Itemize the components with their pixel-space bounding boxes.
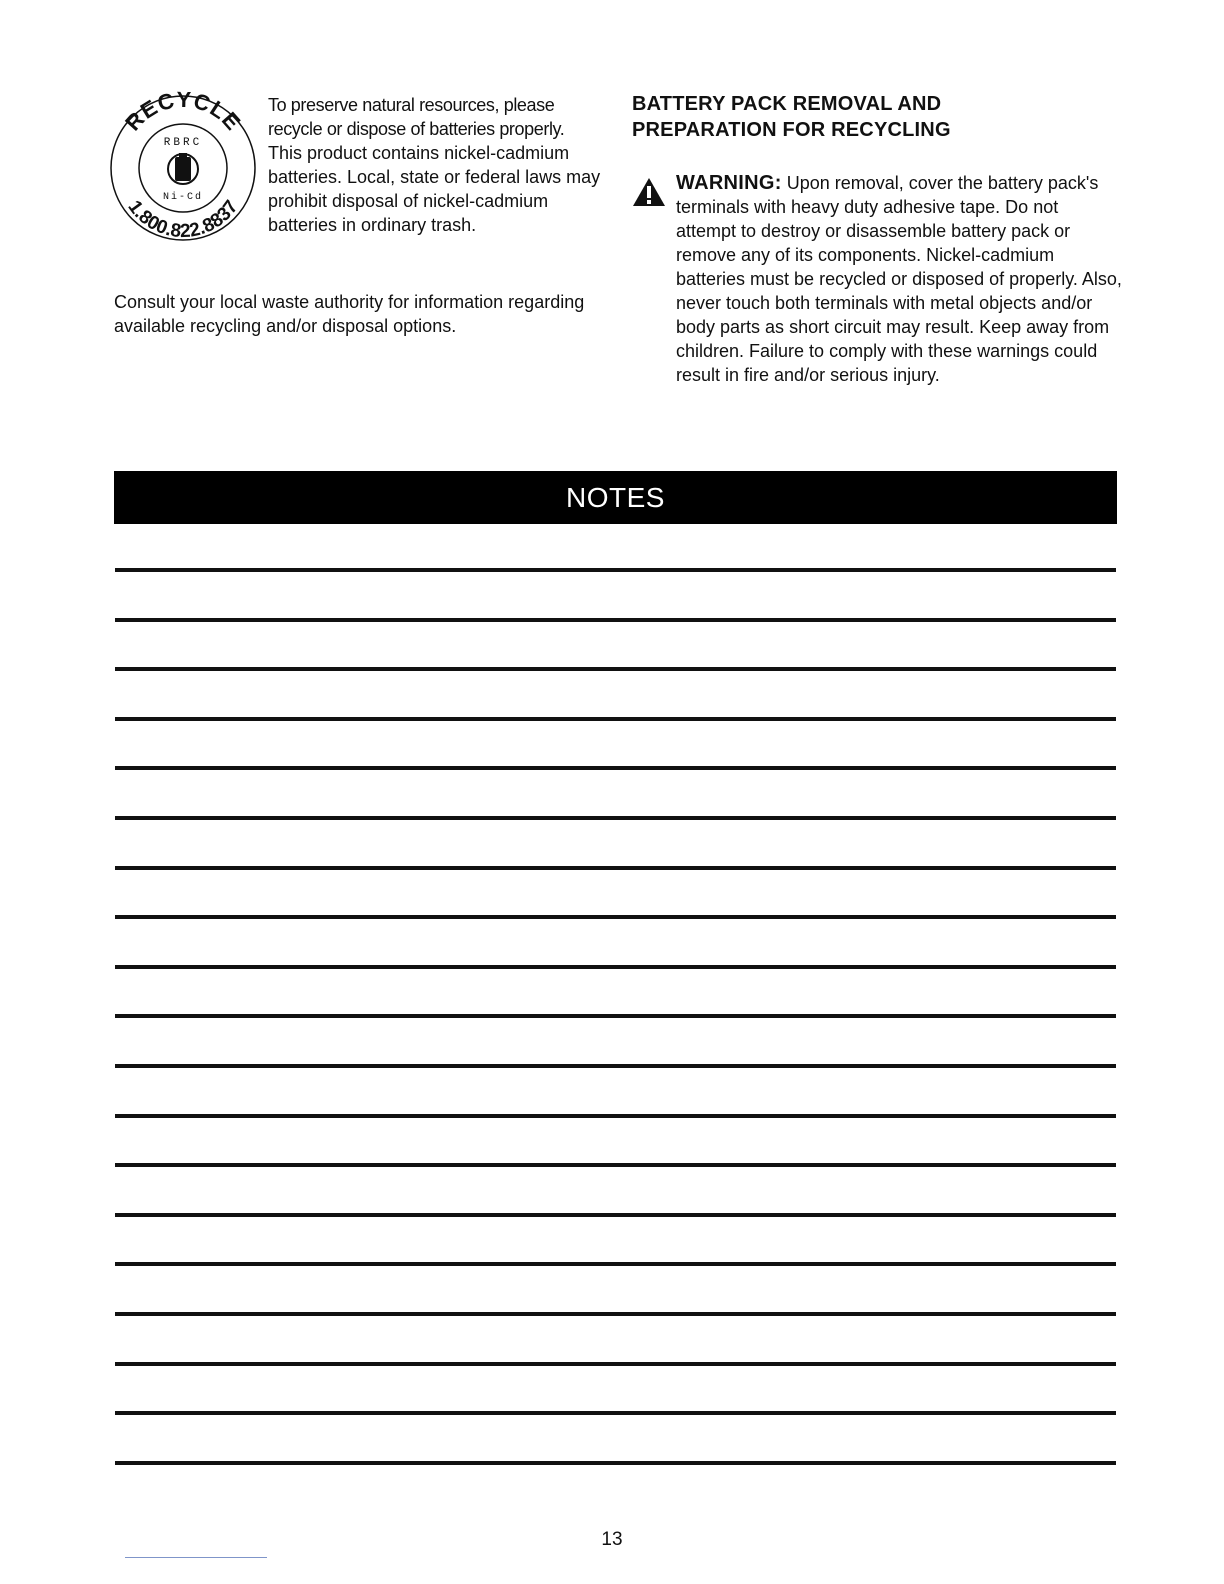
note-line (115, 915, 1116, 919)
note-line (115, 1213, 1116, 1217)
warning-block (632, 171, 1122, 387)
section-heading-line-2: PREPARATION FOR RECYCLING (632, 119, 951, 141)
note-line (115, 1163, 1116, 1167)
battery-removal-section (632, 91, 1122, 387)
seal-phone-text: 1.800.822.8837 (123, 196, 243, 243)
note-line (115, 816, 1116, 820)
nicad-laws-text: This product contains nickel-cadmium batteries. Local, state or federal laws may prohibit disposal of nickel-cadmium batteries in ordinary trash. (268, 143, 601, 235)
consult-waste-authority-text: Consult your local waste authority for information regarding available recycling and/or disposal options. (114, 292, 585, 336)
note-line (115, 1411, 1116, 1415)
note-line (115, 717, 1116, 721)
note-line (115, 1114, 1116, 1118)
note-line (115, 1064, 1116, 1068)
note-line (115, 1262, 1116, 1266)
warning-label: WARNING: (676, 172, 782, 194)
note-line (115, 1312, 1116, 1316)
page-number: 13 (601, 1529, 623, 1550)
note-line (115, 1461, 1116, 1465)
note-line (115, 568, 1116, 572)
seal-chemistry-text: Ni-Cd (162, 192, 204, 203)
preserve-resources-text: To preserve natural resources, please recycle or dispose of batteries properly. (268, 95, 565, 139)
note-line (115, 618, 1116, 622)
notes-header: NOTES (114, 471, 1117, 524)
seal-org-text: RBRC (163, 137, 203, 149)
warning-text: Upon removal, cover the battery pack's terminals with heavy duty adhesive tape. Do not attempt to destroy or disassemble battery pack or remove any of its components. Nickel-cadmium batteries must be recycled or disposed of properly. Also, never touch both terminals with metal objects and/or body parts as short circuit may result. Keep away from children. Failure to comply with these warnings could result in fire and/or serious injury. (676, 173, 1122, 385)
note-line (115, 1362, 1116, 1366)
seal-recycle-text: RECYCLE (120, 86, 246, 136)
warning-triangle-icon (632, 177, 666, 207)
section-heading-line-1: BATTERY PACK REMOVAL AND (632, 93, 942, 115)
note-line (115, 667, 1116, 671)
note-line (115, 766, 1116, 770)
rbrc-recycle-seal-icon (108, 84, 258, 254)
note-line (115, 965, 1116, 969)
note-line (115, 1014, 1116, 1018)
battery-icon (168, 153, 198, 184)
note-line (115, 866, 1116, 870)
scan-edge-mark (125, 1557, 267, 1558)
recycling-intro (268, 93, 608, 237)
